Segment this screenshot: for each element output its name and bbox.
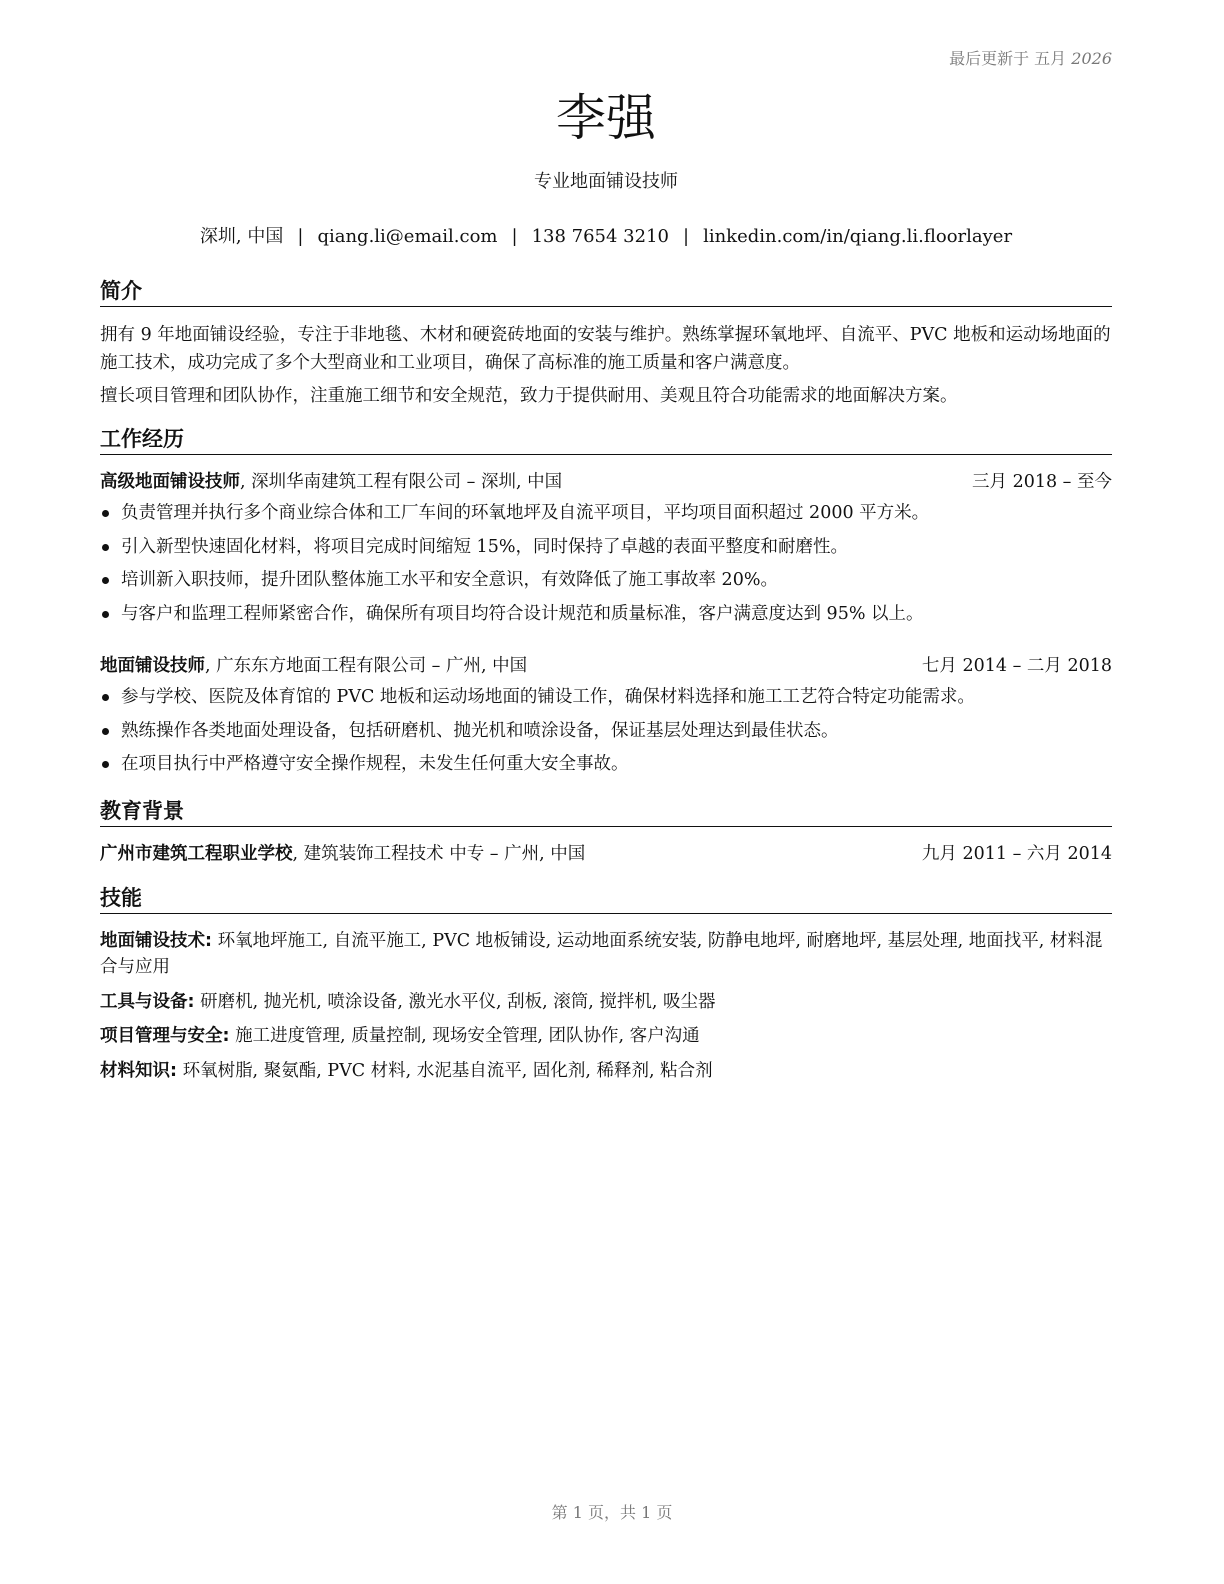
job-headline: 专业地面铺设技师 [534, 171, 678, 192]
section-title-experience: 工作经历 [100, 425, 1112, 455]
skill-row [100, 928, 1112, 980]
job-role: 地面铺设技师 [100, 656, 205, 676]
skill-label: 材料知识: [100, 1061, 177, 1081]
last-updated-year: 2026 [1071, 49, 1112, 68]
job-company: , 深圳华南建筑工程有限公司 – 深圳, 中国 [240, 472, 563, 492]
contact-phone[interactable]: 138 7654 3210 [531, 226, 669, 247]
skill-row [100, 1023, 1112, 1049]
section-title-summary: 简介 [100, 277, 1112, 307]
job-bullet: 与客户和监理工程师紧密合作，确保所有项目均符合设计规范和质量标准，客户满意度达到 95% 以上。 [100, 600, 1112, 634]
contact-email[interactable]: qiang.li@email.com [317, 226, 498, 247]
skill-label: 地面铺设技术: [100, 931, 212, 951]
resume-page [100, 0, 1112, 1584]
contact-separator: | [682, 226, 690, 247]
skill-text: 环氧树脂, 聚氨酯, PVC 材料, 水泥基自流平, 固化剂, 稀释剂, 粘合剂 [177, 1061, 713, 1081]
last-updated [949, 46, 1112, 69]
education-school-program [100, 840, 585, 868]
last-updated-label: 最后更新于 五月 [949, 49, 1067, 68]
contact-line [100, 224, 1112, 250]
job-dates: 三月 2018 – 至今 [972, 472, 1112, 492]
contact-location: 深圳, 中国 [199, 226, 284, 247]
job-entry-header [100, 468, 1112, 496]
education-school: 广州市建筑工程职业学校 [100, 844, 293, 864]
contact-separator: | [511, 226, 518, 247]
education-entry [100, 840, 1112, 868]
skill-label: 项目管理与安全: [100, 1026, 230, 1046]
job-role: 高级地面铺设技师 [100, 472, 240, 492]
job-bullet: 培训新入职技师，提升团队整体施工水平和安全意识，有效降低了施工事故率 20%。 [100, 566, 1112, 600]
job-bullet: 负责管理并执行多个商业综合体和工厂车间的环氧地坪及自流平项目，平均项目面积超过 2000 平方米。 [100, 499, 1112, 533]
skill-row [100, 1058, 1112, 1084]
skill-label: 工具与设备: [100, 992, 195, 1012]
job-title-company [100, 468, 562, 496]
contact-separator: | [297, 226, 304, 247]
education-dates: 九月 2011 – 六月 2014 [921, 844, 1112, 864]
job-bullet-list [100, 499, 1112, 633]
page-footer: 第 1 页，共 1 页 [551, 1503, 673, 1522]
job-dates: 七月 2014 – 二月 2018 [921, 656, 1112, 676]
person-name: 李强 [556, 89, 656, 147]
skill-text: 环氧地坪施工, 自流平施工, PVC 地板铺设, 运动地面系统安装, 防静电地坪, 耐磨地坪, 基层处理, 地面找平, 材料混合与应用 [100, 931, 1103, 977]
job-title-company [100, 652, 527, 680]
job-bullet: 引入新型快速固化材料，将项目完成时间缩短 15%，同时保持了卓越的表面平整度和耐磨性。 [100, 533, 1112, 567]
education-program: , 建筑装饰工程技术 中专 – 广州, 中国 [292, 844, 586, 864]
summary-paragraph-1: 拥有 9 年地面铺设经验，专注于非地毯、木材和硬瓷砖地面的安装与维护。熟练掌握环氧地坪、自流平、PVC 地板和运动场地面的施工技术，成功完成了多个大型商业和工业项目，确保了高标准的施工质量和客户满意度。 [100, 325, 1111, 373]
skill-text: 研磨机, 抛光机, 喷涂设备, 激光水平仪, 刮板, 滚筒, 搅拌机, 吸尘器 [194, 992, 716, 1012]
skill-text: 施工进度管理, 质量控制, 现场安全管理, 团队协作, 客户沟通 [229, 1026, 700, 1046]
job-entry-header [100, 652, 1112, 680]
job-bullet: 在项目执行中严格遵守安全操作规程，未发生任何重大安全事故。 [100, 750, 1112, 784]
section-title-education: 教育背景 [100, 797, 1112, 827]
contact-linkedin[interactable]: linkedin.com/in/qiang.li.floorlayer [703, 226, 1013, 247]
job-company: , 广东东方地面工程有限公司 – 广州, 中国 [205, 656, 528, 676]
job-bullet-list [100, 683, 1112, 784]
summary-paragraph-2: 擅长项目管理和团队协作，注重施工细节和安全规范，致力于提供耐用、美观且符合功能需求的地面解决方案。 [100, 386, 958, 406]
job-bullet: 熟练操作各类地面处理设备，包括研磨机、抛光机和喷涂设备，保证基层处理达到最佳状态。 [100, 717, 1112, 751]
job-bullet: 参与学校、医院及体育馆的 PVC 地板和运动场地面的铺设工作，确保材料选择和施工工艺符合特定功能需求。 [100, 683, 1112, 717]
section-title-skills: 技能 [100, 884, 1112, 914]
skill-row [100, 989, 1112, 1015]
